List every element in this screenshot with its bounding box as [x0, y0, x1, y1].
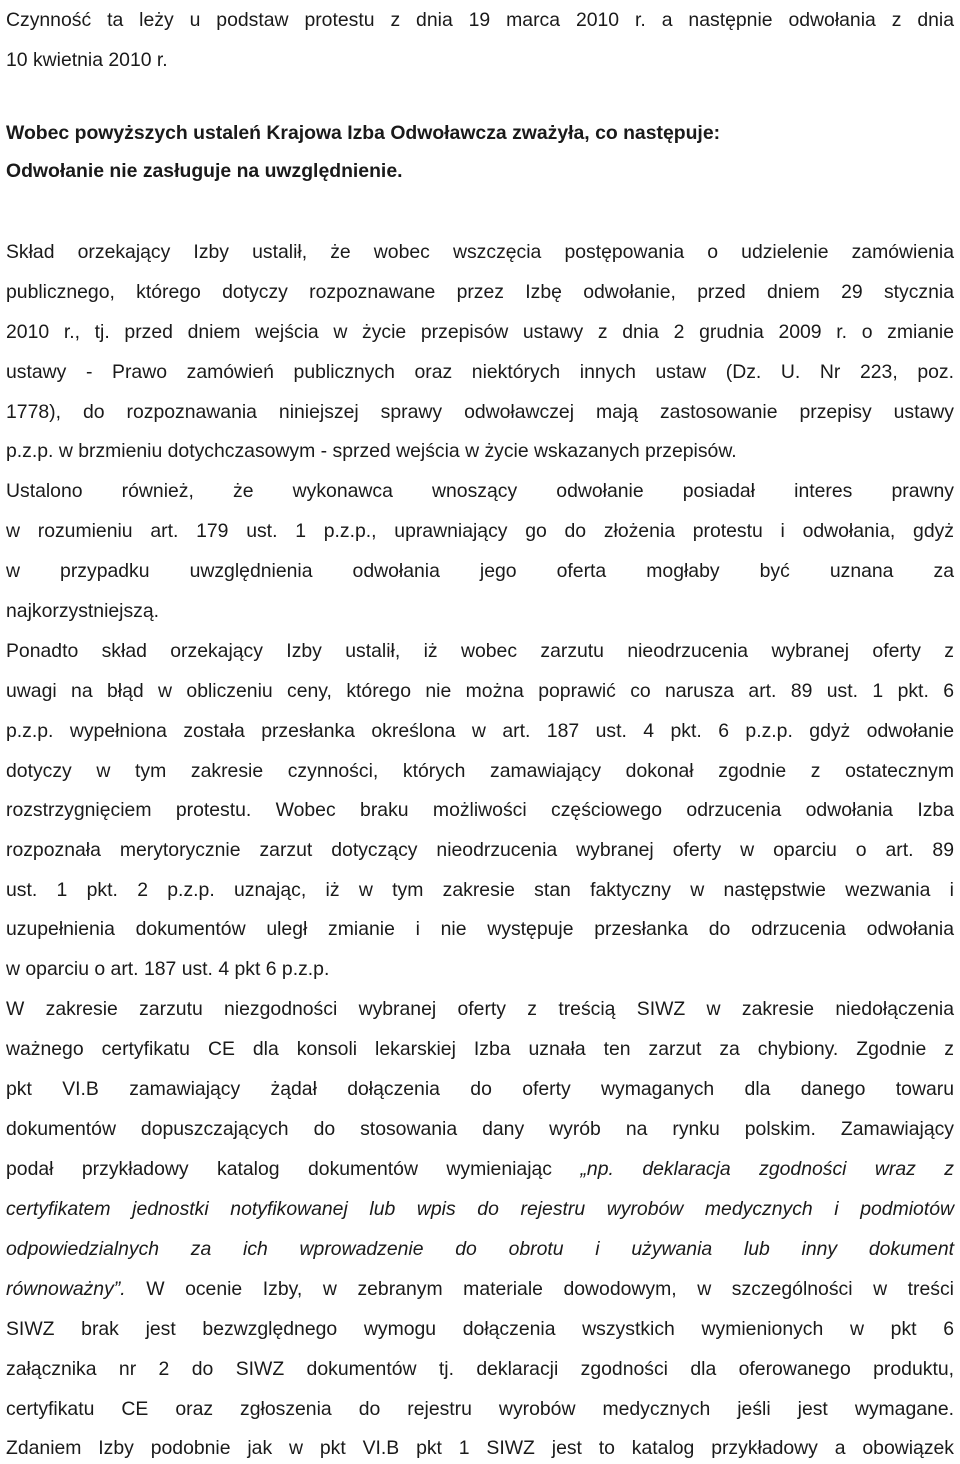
text-line: załącznika nr 2 do SIWZ dokumentów tj. deklaracji zgodności dla oferowanego produktu, — [6, 1358, 954, 1380]
text-line: ważnego certyfikatu CE dla konsoli lekarskiej Izba uznała ten zarzut za chybiony. Zgodnie z — [6, 1038, 954, 1060]
text-line: certyfikatu CE oraz zgłoszenia do rejestru wyrobów medycznych jeśli jest wymagane. — [6, 1398, 954, 1420]
text-line — [6, 1155, 954, 1183]
text-line: 2010 r., tj. przed dniem wejścia w życie przepisów ustawy z dnia 2 grudnia 2009 r. o zmianie — [6, 321, 954, 343]
quoted-text: równoważny”. — [6, 1278, 126, 1300]
text-line: w rozumieniu art. 179 ust. 1 p.z.p., uprawniający go do złożenia protestu i odwołania, gdyż — [6, 520, 954, 542]
text-line: Skład orzekający Izby ustalił, że wobec wszczęcia postępowania o udzielenie zamówienia — [6, 241, 954, 263]
text-line: w przypadku uwzględnienia odwołania jego oferta mogłaby być uznana za — [6, 560, 954, 582]
quoted-text: odpowiedzialnych za ich wprowadzenie do obrotu i używania lub inny dokument — [6, 1238, 954, 1260]
text-line: Ustalono również, że wykonawca wnoszący odwołanie posiadał interes prawny — [6, 480, 954, 502]
text-run: podał przykładowy katalog dokumentów wymieniając — [6, 1158, 581, 1180]
text-line: Zdaniem Izby podobnie jak w pkt VI.B pkt 1 SIWZ jest to katalog przykładowy a obowiązek — [6, 1437, 954, 1459]
text-line: SIWZ brak jest bezwzględnego wymogu dołączenia wszystkich wymienionych w pkt 6 — [6, 1318, 954, 1340]
text-line: p.z.p. w brzmieniu dotychczasowym - sprzed wejścia w życie wskazanych przepisów. — [6, 440, 737, 462]
text-line — [6, 1275, 954, 1303]
text-line: W zakresie zarzutu niezgodności wybranej oferty z treścią SIWZ w zakresie niedołączenia — [6, 998, 954, 1020]
text-line: Czynność ta leży u podstaw protestu z dnia 19 marca 2010 r. a następnie odwołania z dnia — [6, 9, 954, 31]
text-line: 10 kwietnia 2010 r. — [6, 49, 168, 71]
text-line: dokumentów dopuszczających do stosowania dany wyrób na rynku polskim. Zamawiający — [6, 1118, 954, 1140]
text-line: uzupełnienia dokumentów uległ zmianie i nie występuje przesłanka do odrzucenia odwołania — [6, 918, 954, 940]
text-run: W ocenie Izby, w zebranym materiale dowodowym, w szczególności w treści — [125, 1278, 954, 1300]
text-line: p.z.p. wypełniona została przesłanka określona w art. 187 ust. 4 pkt. 6 p.z.p. gdyż odwołanie — [6, 720, 954, 742]
text-line: rozstrzygnięciem protestu. Wobec braku możliwości częściowego odrzucenia odwołania Izba — [6, 799, 954, 821]
text-line: 1778), do rozpoznawania niniejszej sprawy odwoławczej mają zastosowanie przepisy ustawy — [6, 401, 954, 423]
text-line: najkorzystniejszą. — [6, 600, 160, 622]
section-heading: Wobec powyższych ustaleń Krajowa Izba Odwoławcza zważyła, co następuje: — [6, 122, 721, 144]
text-line: Ponadto skład orzekający Izby ustalił, iż wobec zarzutu nieodrzucenia wybranej oferty z — [6, 640, 954, 662]
text-line: pkt VI.B zamawiający żądał dołączenia do oferty wymaganych dla danego towaru — [6, 1078, 954, 1100]
text-line: rozpoznała merytorycznie zarzut dotyczący nieodrzucenia wybranej oferty w oparciu o art. 89 — [6, 839, 954, 861]
text-line: ust. 1 pkt. 2 p.z.p. uznając, iż w tym zakresie stan faktyczny w następstwie wezwania i — [6, 879, 954, 901]
text-line: ustawy - Prawo zamówień publicznych oraz niektórych innych ustaw (Dz. U. Nr 223, poz. — [6, 361, 954, 383]
text-line: publicznego, którego dotyczy rozpoznawane przez Izbę odwołanie, przed dniem 29 stycznia — [6, 281, 954, 303]
section-heading: Odwołanie nie zasługuje na uwzględnienie. — [6, 160, 403, 182]
text-line: dotyczy w tym zakresie czynności, których zamawiający dokonał zgodnie z ostatecznym — [6, 760, 954, 782]
text-line: w oparciu o art. 187 ust. 4 pkt 6 p.z.p. — [6, 958, 330, 980]
text-line: uwagi na błąd w obliczeniu ceny, którego nie można poprawić co narusza art. 89 ust. 1 pkt. 6 — [6, 680, 954, 702]
quoted-text: „np. deklaracja zgodności wraz z — [580, 1158, 954, 1180]
quoted-text: certyfikatem jednostki notyfikowanej lub wpis do rejestru wyrobów medycznych i podmiotów — [6, 1198, 954, 1220]
